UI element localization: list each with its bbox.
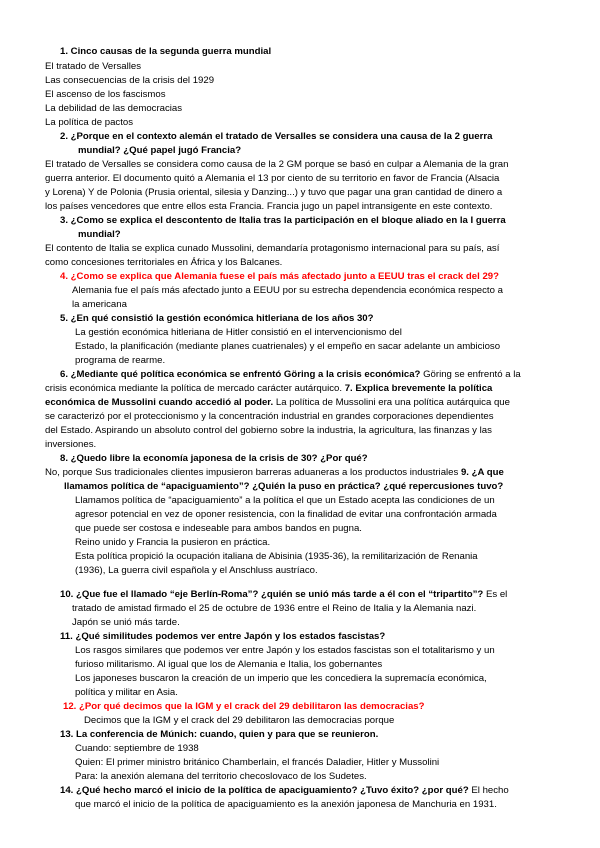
q9-answer-line: Llamamos política de “apaciguamiento” a la política el que un Estado acepta las condiciones de un bbox=[75, 495, 495, 506]
q3-answer-line: como concesiones territoriales en África y los Balcanes. bbox=[45, 257, 283, 268]
q9-answer-line: Reino unido y Francia la pusieron en práctica. bbox=[75, 537, 271, 548]
q5-answer-line: La gestión económica hitleriana de Hitler consistió en el intervencionismo del bbox=[75, 327, 402, 338]
q9-answer-line: (1936), La guerra civil española y el Anschluss austríaco. bbox=[75, 565, 318, 576]
q6-answer-cont: crisis económica mediante la política de mercado carácter autárquico. bbox=[45, 383, 345, 394]
question-2-title-cont: mundial? ¿Qué papel jugó Francia? bbox=[78, 145, 242, 156]
q11-answer-line: política y militar en Asia. bbox=[75, 687, 178, 698]
q4-answer-line: la americana bbox=[72, 299, 127, 310]
question-1-title: 1. Cinco causas de la segunda guerra mundial bbox=[60, 46, 272, 57]
question-4-title: 4. ¿Como se explica que Alemania fuese el país más afectado junto a EEUU tras el crack del 29? bbox=[60, 271, 499, 282]
q5-answer-line: Estado, la planificación (mediante planes cuatrienales) y el empeño en sacar adelante un ambicioso bbox=[75, 341, 501, 352]
question-13-title: 13. La conferencia de Múnich: cuando, quien y para que se reunieron. bbox=[60, 729, 379, 740]
question-3-title: 3. ¿Como se explica el descontento de Italia tras la participación en el bloque aliado en la I guerra bbox=[60, 215, 506, 226]
q13-answer-line: Para: la anexión alemana del territorio checoslovaco de los Sudetes. bbox=[75, 771, 367, 782]
q9-answer-line: que puede ser costosa e indeseable para ambos bandos en pugna. bbox=[75, 523, 362, 534]
q10-answer-start: Es el bbox=[483, 589, 508, 600]
question-6-title: 6. ¿Mediante qué política económica se enfrentó Göring a la crisis económica? bbox=[60, 369, 421, 380]
q2-answer-line: y Lorena) Y de Polonia (Prusia oriental, silesia y Danzing...) y tuvo que pagar una gran cantidad de dinero a bbox=[45, 187, 503, 198]
q14-answer: que marcó el inicio de la política de apaciguamiento es la anexión japonesa de Manchuria en 1931. bbox=[75, 799, 497, 810]
question-11-title: 11. ¿Qué similitudes podemos ver entre Japón y los estados fascistas? bbox=[60, 631, 386, 642]
question-7-title: 7. Explica brevemente la política bbox=[344, 383, 493, 394]
q14-answer-start: El hecho bbox=[468, 785, 509, 796]
question-14-line bbox=[60, 784, 509, 797]
q4-answer-line: Alemania fue el país más afectado junto a EEUU por su estrecha dependencia económica respecto a bbox=[72, 285, 503, 296]
q11-answer-line: Los rasgos similares que podemos ver entre Japón y los estados fascistas son el totalitarismo y un bbox=[75, 645, 495, 656]
q1-item: La debilidad de las democracias bbox=[45, 103, 183, 114]
q2-answer-line: guerra anterior. El documento quitó a Alemania el 13 por ciento de su territorio en favor de Francia (Alsacia bbox=[45, 173, 500, 184]
q13-answer-line: Quien: El primer ministro británico Chamberlain, el francés Daladier, Hitler y Mussolini bbox=[75, 757, 440, 768]
question-12-title: 12. ¿Por qué decimos que la IGM y el crack del 29 debilitaron las democracias? bbox=[63, 701, 425, 712]
question-3-title-cont: mundial? bbox=[78, 229, 121, 240]
question-14-title: 14. ¿Qué hecho marcó el inicio de la política de apaciguamiento? ¿Tuvo éxito? ¿por qué? bbox=[60, 785, 469, 796]
q6-answer-start: Göring se enfrentó a la bbox=[420, 369, 521, 380]
q2-answer-line: El tratado de Versalles se considera como causa de la 2 GM porque se basó en culpar a Alemania de la gran bbox=[45, 159, 509, 170]
q13-answer-line: Cuando: septiembre de 1938 bbox=[75, 743, 199, 754]
question-9-title-cont: llamamos política de “apaciguamiento”? ¿Quién la puso en práctica? ¿qué repercusiones tuvo? bbox=[64, 481, 504, 492]
q5-answer-line: programa de rearme. bbox=[75, 355, 166, 366]
q1-item: La política de pactos bbox=[45, 117, 134, 128]
question-9-title: 9. ¿A que bbox=[460, 467, 504, 478]
question-10-title: 10. ¿Que fue el llamado “eje Berlín-Roma”? ¿quién se unió más tarde a él con el “tripartito”? bbox=[60, 589, 484, 600]
q10-answer-line: Japón se unió más tarde. bbox=[72, 617, 180, 628]
q2-answer-line: los países vencedores que entre ellos esta Francia. Francia jugo un papel intransigente en este contexto. bbox=[45, 201, 493, 212]
q9-answer-line: agresor potencial en vez de oponer resistencia, con la finalidad de evitar una confrontación armada bbox=[75, 509, 497, 520]
q8-answer: No, porque Sus tradicionales clientes impusieron barreras aduaneras a los productos industriales bbox=[45, 467, 461, 478]
q7-answer-start: La política de Mussolini era una política autárquica que bbox=[273, 397, 510, 408]
q10-answer-line: tratado de amistad firmado el 25 de octubre de 1936 entre el Reino de Italia y la Alemania nazi. bbox=[72, 603, 477, 614]
q7-answer-line: del Estado. Aspirando un absoluto control del gobierno sobre la industria, la agricultura, las finanzas y las bbox=[45, 425, 492, 436]
question-2-title: 2. ¿Porque en el contexto alemán el tratado de Versalles se considera una causa de la 2 guerra bbox=[60, 131, 493, 142]
q1-item: El tratado de Versalles bbox=[45, 61, 141, 72]
q3-answer-line: El contento de Italia se explica cunado Mussolini, demandaría protagonismo internacional para su país, así bbox=[45, 243, 500, 254]
q9-answer-line: Esta política propició la ocupación italiana de Abisinia (1935-36), la remilitarización de Renania bbox=[75, 551, 478, 562]
q7-answer-line: inversiones. bbox=[45, 439, 97, 450]
question-7-line-2 bbox=[45, 396, 510, 409]
question-10-line bbox=[60, 588, 507, 601]
question-8-title: 8. ¿Quedo libre la economía japonesa de la crisis de 30? ¿Por qué? bbox=[60, 453, 368, 464]
question-7-title-cont: económica de Mussolini cuando accedió al poder. bbox=[45, 397, 274, 408]
q8-answer-line bbox=[45, 466, 504, 479]
question-5-title: 5. ¿En qué consistió la gestión económica hitleriana de los años 30? bbox=[60, 313, 374, 324]
q11-answer-line: Los japoneses buscaron la creación de un imperio que les concediera la supremacía económica, bbox=[75, 673, 487, 684]
q11-answer-line: furioso militarismo. Al igual que los de Alemania e Italia, los gobernantes bbox=[75, 659, 383, 670]
question-6-line bbox=[60, 368, 521, 381]
question-7-line bbox=[45, 382, 492, 395]
q1-item: Las consecuencias de la crisis del 1929 bbox=[45, 75, 215, 86]
q1-item: El ascenso de los fascismos bbox=[45, 89, 166, 100]
q7-answer-line: se caracterizó por el proteccionismo y la concentración industrial en grandes corporaciones dependientes bbox=[45, 411, 494, 422]
q12-answer: Decimos que la IGM y el crack del 29 debilitaron las democracias porque bbox=[84, 715, 395, 726]
